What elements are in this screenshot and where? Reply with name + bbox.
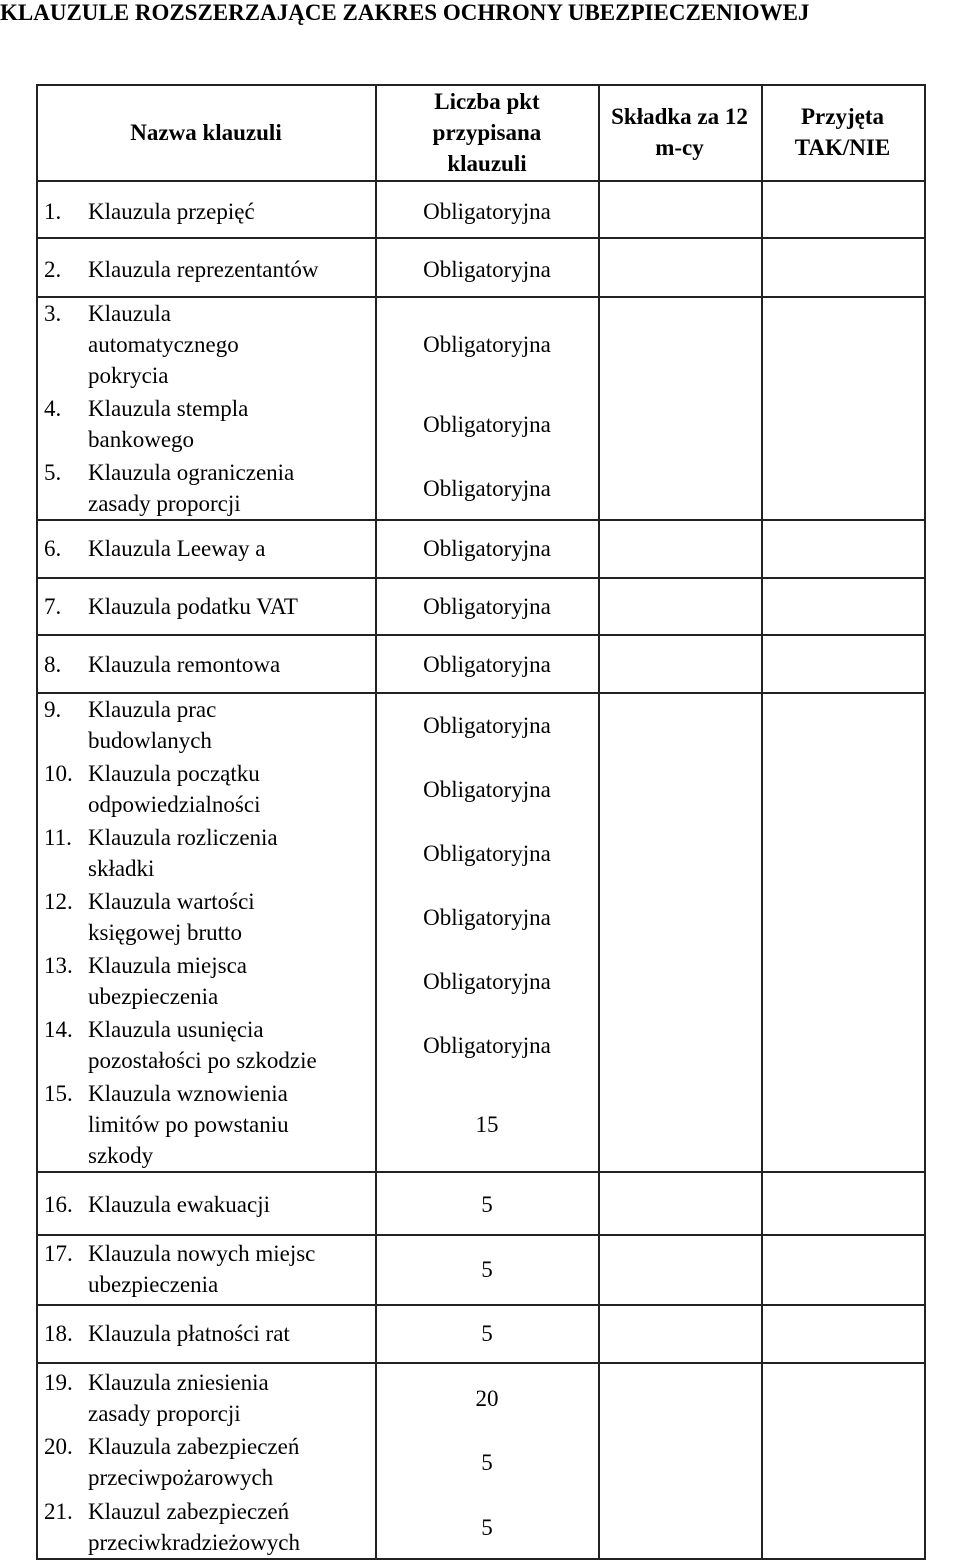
clause-name-4 (44, 393, 366, 455)
clause-points-14: Obligatoryjna (423, 1033, 551, 1058)
clause-label-line: zasady proporcji (88, 491, 241, 516)
clause-number: 4. (44, 396, 62, 421)
clause-label-line: Klauzula wznowienia (88, 1081, 288, 1106)
clause-name-16 (44, 1189, 366, 1220)
clause-label-line: ubezpieczenia (88, 1272, 219, 1297)
clause-name-21 (44, 1496, 366, 1558)
clause-name-13 (44, 950, 366, 1012)
clause-number: 2. (44, 257, 62, 282)
clause-label-line: Klauzula (88, 301, 172, 326)
clause-number: 5. (44, 460, 62, 485)
clause-name-1 (44, 196, 366, 227)
clause-number: 1. (44, 199, 62, 224)
clause-label-line: Klauzula stempla (88, 396, 249, 421)
clause-label-line: pozostałości po szkodzie (88, 1048, 317, 1073)
clause-points-7: Obligatoryjna (423, 594, 551, 619)
clause-label-line: Klauzula zabezpieczeń (88, 1434, 300, 1459)
clause-number: 18. (44, 1321, 73, 1346)
clause-points-12: Obligatoryjna (423, 905, 551, 930)
clause-label-line: przeciwpożarowych (88, 1465, 274, 1490)
clause-number: 10. (44, 761, 73, 786)
clause-number: 3. (44, 301, 62, 326)
clause-points-5: Obligatoryjna (423, 476, 551, 501)
clause-label-line: Klauzula miejsca (88, 953, 248, 978)
clause-name-20 (44, 1431, 366, 1493)
clause-label-line: Klauzula zniesienia (88, 1370, 269, 1395)
clause-points-19: 20 (475, 1386, 499, 1411)
clause-label-line: Klauzul zabezpieczeń (88, 1499, 290, 1524)
clause-number: 7. (44, 594, 62, 619)
clause-name-6 (44, 533, 366, 564)
clause-name-9 (44, 694, 366, 756)
clause-label-line: pokrycia (88, 363, 169, 388)
clause-label: Klauzula ewakuacji (88, 1192, 270, 1217)
clause-label-line: Klauzula usunięcia (88, 1017, 264, 1042)
clause-label: Klauzula płatności rat (88, 1321, 290, 1346)
clause-number: 11. (44, 825, 72, 850)
clause-points-13: Obligatoryjna (423, 969, 551, 994)
clause-name-18 (44, 1318, 366, 1349)
clause-label-line: zasady proporcji (88, 1401, 241, 1426)
clause-number: 16. (44, 1192, 73, 1217)
clause-number: 19. (44, 1370, 73, 1395)
clause-label-line: automatycznego (88, 332, 239, 357)
clause-points-20: 5 (481, 1450, 493, 1475)
clause-label-line: Klauzula nowych miejsc (88, 1241, 316, 1266)
clause-label-line: bankowego (88, 427, 195, 452)
clause-label-line: przeciwkradzieżowych (88, 1530, 300, 1555)
clause-name-12 (44, 886, 366, 948)
clause-label: Klauzula Leeway a (88, 536, 266, 561)
clause-points-15: 15 (475, 1112, 499, 1137)
clause-label-line: księgowej brutto (88, 920, 242, 945)
clause-name-10 (44, 758, 366, 820)
clause-points-6: Obligatoryjna (423, 536, 551, 561)
clause-label-line: Klauzula ograniczenia (88, 460, 295, 485)
clause-label-line: Klauzula wartości (88, 889, 255, 914)
clause-name-7 (44, 591, 366, 622)
clause-points-10: Obligatoryjna (423, 777, 551, 802)
clause-label: Klauzula reprezentantów (88, 257, 319, 282)
clause-points-9: Obligatoryjna (423, 713, 551, 738)
clause-name-14 (44, 1014, 366, 1076)
clause-points-3: Obligatoryjna (423, 332, 551, 357)
page-title: KLAUZULE ROZSZERZAJĄCE ZAKRES OCHRONY UBEZPIECZENIOWEJ (0, 0, 810, 25)
clause-points-17: 5 (481, 1257, 493, 1282)
column-header-premium: Składka za 12 m-cy (611, 104, 748, 160)
clause-number: 9. (44, 697, 62, 722)
clause-points-18: 5 (481, 1321, 493, 1346)
clause-label-line: Klauzula początku (88, 761, 260, 786)
clause-number: 20. (44, 1434, 73, 1459)
clause-name-2 (44, 254, 366, 285)
clause-points-4: Obligatoryjna (423, 412, 551, 437)
column-header-points: Liczba pkt przypisana klauzuli (432, 89, 542, 176)
clause-points-1: Obligatoryjna (423, 199, 551, 224)
clause-label-line: szkody (88, 1143, 154, 1168)
clause-label: Klauzula remontowa (88, 652, 281, 677)
clause-name-5 (44, 457, 366, 519)
clause-name-8 (44, 649, 366, 680)
clause-label-line: Klauzula prac (88, 697, 217, 722)
clause-number: 13. (44, 953, 73, 978)
clause-label-line: limitów po powstaniu (88, 1112, 289, 1137)
clause-label-line: budowlanych (88, 728, 212, 753)
clause-label: Klauzula podatku VAT (88, 594, 298, 619)
clause-points-11: Obligatoryjna (423, 841, 551, 866)
clause-number: 6. (44, 536, 62, 561)
clause-label-line: ubezpieczenia (88, 984, 219, 1009)
clause-label-line: składki (88, 856, 155, 881)
clause-points-16: 5 (481, 1192, 493, 1217)
clause-name-3 (44, 298, 366, 391)
column-header-name: Nazwa klauzuli (130, 120, 282, 145)
column-header-accepted: Przyjęta TAK/NIE (794, 104, 891, 160)
clause-points-21: 5 (481, 1515, 493, 1540)
clause-label-line: Klauzula rozliczenia (88, 825, 278, 850)
clause-number: 12. (44, 889, 73, 914)
clause-name-19 (44, 1367, 366, 1429)
clause-points-2: Obligatoryjna (423, 257, 551, 282)
clause-number: 8. (44, 652, 62, 677)
clause-number: 14. (44, 1017, 73, 1042)
clause-number: 17. (44, 1241, 73, 1266)
clause-label-line: odpowiedzialności (88, 792, 261, 817)
clause-number: 21. (44, 1499, 73, 1524)
clause-label: Klauzula przepięć (88, 199, 255, 224)
clause-name-17 (44, 1238, 366, 1300)
clause-points-8: Obligatoryjna (423, 652, 551, 677)
clause-name-15 (44, 1078, 366, 1171)
clause-name-11 (44, 822, 366, 884)
clause-number: 15. (44, 1081, 73, 1106)
